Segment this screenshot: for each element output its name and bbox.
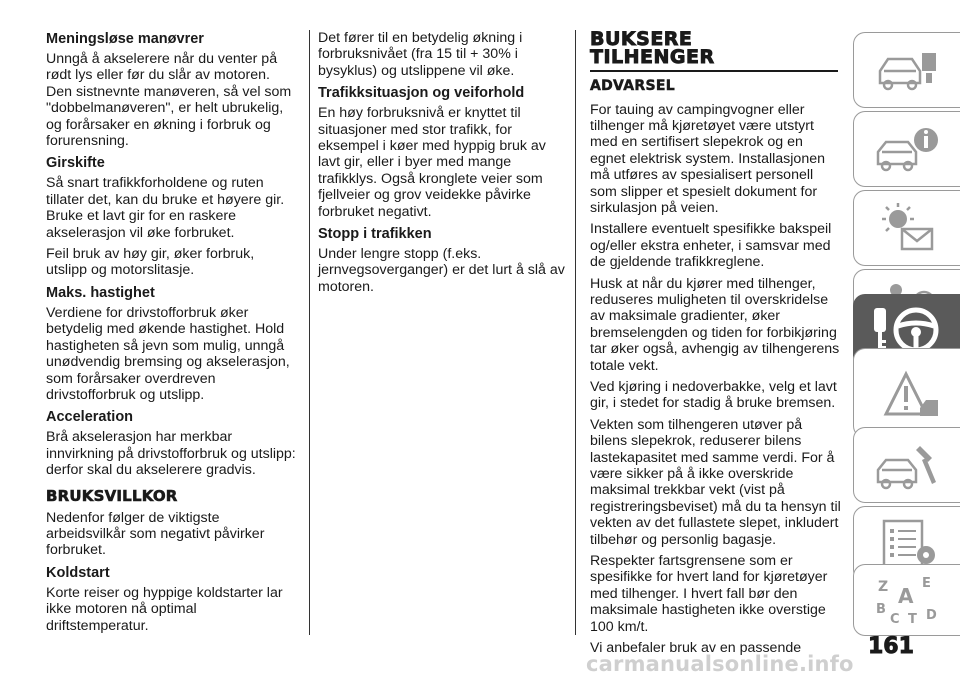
paragraph-towing-3: Husk at når du kjører med tilhenger, reduseres muligheten til overskridelse av maksimale gradienter, øker bremselengden og tiden for forbikjøring tar øker også, avhengig av tilhengerens totale vekt. (590, 275, 840, 374)
column-2 (318, 30, 566, 300)
paragraph-consumption-increase: Det fører til en betydelig økning i forbruksnivået (fra 15 til + 30% i bysyklus) og utslippene vil øke. (318, 30, 523, 79)
index-letter-a: A (898, 584, 914, 608)
column-divider-1 (309, 30, 310, 635)
dashboard-lights-icon (872, 201, 942, 255)
index-letter-z: Z (878, 579, 889, 595)
page-number: 161 (868, 634, 914, 659)
paragraph-traffic-road-conditions: En høy forbruksnivå er knyttet til situasjoner med stor trafikk, for eksempel i køer med hyppig bruk av lavt gir, eller i byer med mange trafikklys. Også kronglete veier som fjellveier og grov veidekke påvirke forbruket negativt. (318, 105, 546, 220)
alphabetical-index-icon (872, 573, 942, 627)
paragraph-acceleration: Brå akselerasjon har merkbar innvirkning på drivstofforbruk og utslipp: derfor skal du akselerere gradvis. (46, 429, 296, 479)
tab-maintenance-tools[interactable] (853, 427, 960, 503)
paragraph-traffic-stops: Under lengre stopp (f.eks. jernvegsoverganger) er det lurt å slå av motoren. (318, 246, 565, 295)
paragraph-towing-4: Ved kjøring i nedoverbakke, velg et lavt gir, i stedet for stadig å bruke bremsen. (590, 379, 837, 412)
tab-warning-triangle-car[interactable] (853, 348, 960, 438)
section-title-line-2: TILHENGER (590, 46, 715, 68)
paragraph-conditions-of-use: Nedenfor følger de viktigste arbeidsvilkår som negativt påvirker forbruket. (46, 509, 265, 559)
warning-heading: ADVARSEL (590, 77, 675, 94)
warning-triangle-car-icon (872, 366, 942, 420)
paragraph-towing-5: Vekten som tilhengeren utøver på bilens slepekrok, reduserer bilens lastekapasitet med samme verdi. For å være sikker på å ikke overskride maksimal trekkbar vekt (vist på registreringsbeviset) må du ta hensyn til vekten av det fullastete slepet, inkludert tilbehør og personlig bagasje. (590, 416, 841, 548)
heading-meaningless-maneuvers: Meningsløse manøvrer (46, 31, 204, 47)
section-title-rule (590, 70, 838, 72)
paragraph-gear-change-2: Feil bruk av høy gir, øker forbruk, utslipp og motorslitasje. (46, 246, 255, 279)
watermark: carmanualsonline.info (586, 652, 854, 676)
paragraph-cold-start: Korte reiser og hyppige koldstarter lar ikke motoren nå optimal driftstemperatur. (46, 584, 283, 634)
heading-acceleration: Acceleration (46, 409, 134, 426)
paragraph-meaningless-maneuvers: Unngå å akselerere når du venter på rødt lys eller før du slår av motoren. Den sistnevnte manøveren, så vel som "dobbelmanøveren", er helt ubrukelig, og forårsaker en økning i forbruk og forurensning. (46, 51, 292, 150)
paragraph-towing-2: Installere eventuelt spesifikke bakspeil og/eller ekstra enheter, i samsvar med de gjeldende trafikkreglene. (590, 221, 832, 271)
heading-conditions-of-use: BRUKSVILLKOR (46, 486, 178, 505)
index-letter-b: B (876, 602, 886, 617)
tab-car-info-circle[interactable] (853, 111, 960, 187)
paragraph-max-speed: Verdiene for drivstofforbruk øker betydelig med økende hastighet. Hold hastigheten så jevn som mulig, unngå unødvendig bremsing og akselerasjon, som forårsaker overdreven drivstofforbruk og utslipp. (46, 304, 290, 403)
section-title-line-1: BUKSERE (590, 28, 693, 50)
paragraph-towing-6: Respekter fartsgrensene som er spesifikke for hvert land for kjøretøyer med tilhenger. I hvert fall bør den maksimale hastigheten ikke overstige 100 km/t. (590, 553, 828, 635)
index-letter-t: T (908, 612, 917, 627)
heading-traffic-road-conditions: Trafikksituasjon og veiforhold (318, 85, 525, 102)
tab-dashboard-lights[interactable] (853, 190, 960, 266)
column-1 (46, 30, 298, 639)
tab-alphabetical-index[interactable] (853, 564, 960, 636)
column-3 (590, 30, 842, 662)
tab-car-info[interactable] (853, 32, 960, 108)
column-divider-2 (575, 30, 576, 635)
heading-cold-start: Koldstart (46, 564, 110, 581)
maintenance-tools-icon (872, 438, 942, 492)
spec-sheet-icon (872, 517, 942, 571)
heading-traffic-stops: Stopp i trafikken (318, 226, 432, 243)
index-letter-c: C (890, 612, 900, 627)
paragraph-towing-7: Vi anbefaler bruk av en passende (590, 640, 802, 657)
car-info-circle-icon (872, 122, 942, 176)
heading-max-speed: Maks. hastighet (46, 284, 155, 301)
index-letter-e: E (922, 576, 931, 591)
index-letter-d: D (926, 608, 937, 623)
heading-gear-change: Girskifte (46, 155, 105, 172)
paragraph-gear-change-1: Så snart trafikkforholdene og ruten tillater det, kan du bruke et høyere gir. Bruke et lavt gir for en raskere akselerasjon vil øke forbruket. (46, 175, 285, 241)
car-info-icon (872, 43, 942, 97)
paragraph-towing-1: For tauing av campingvogner eller tilhenger må kjøretøyet være utstyrt med en sertifisert slepekrok og en egnet elektrisk system. Installasjonen må utføres av spesialisert personell som slipper et spesielt dokument for sirkulasjon på veien. (590, 101, 825, 216)
